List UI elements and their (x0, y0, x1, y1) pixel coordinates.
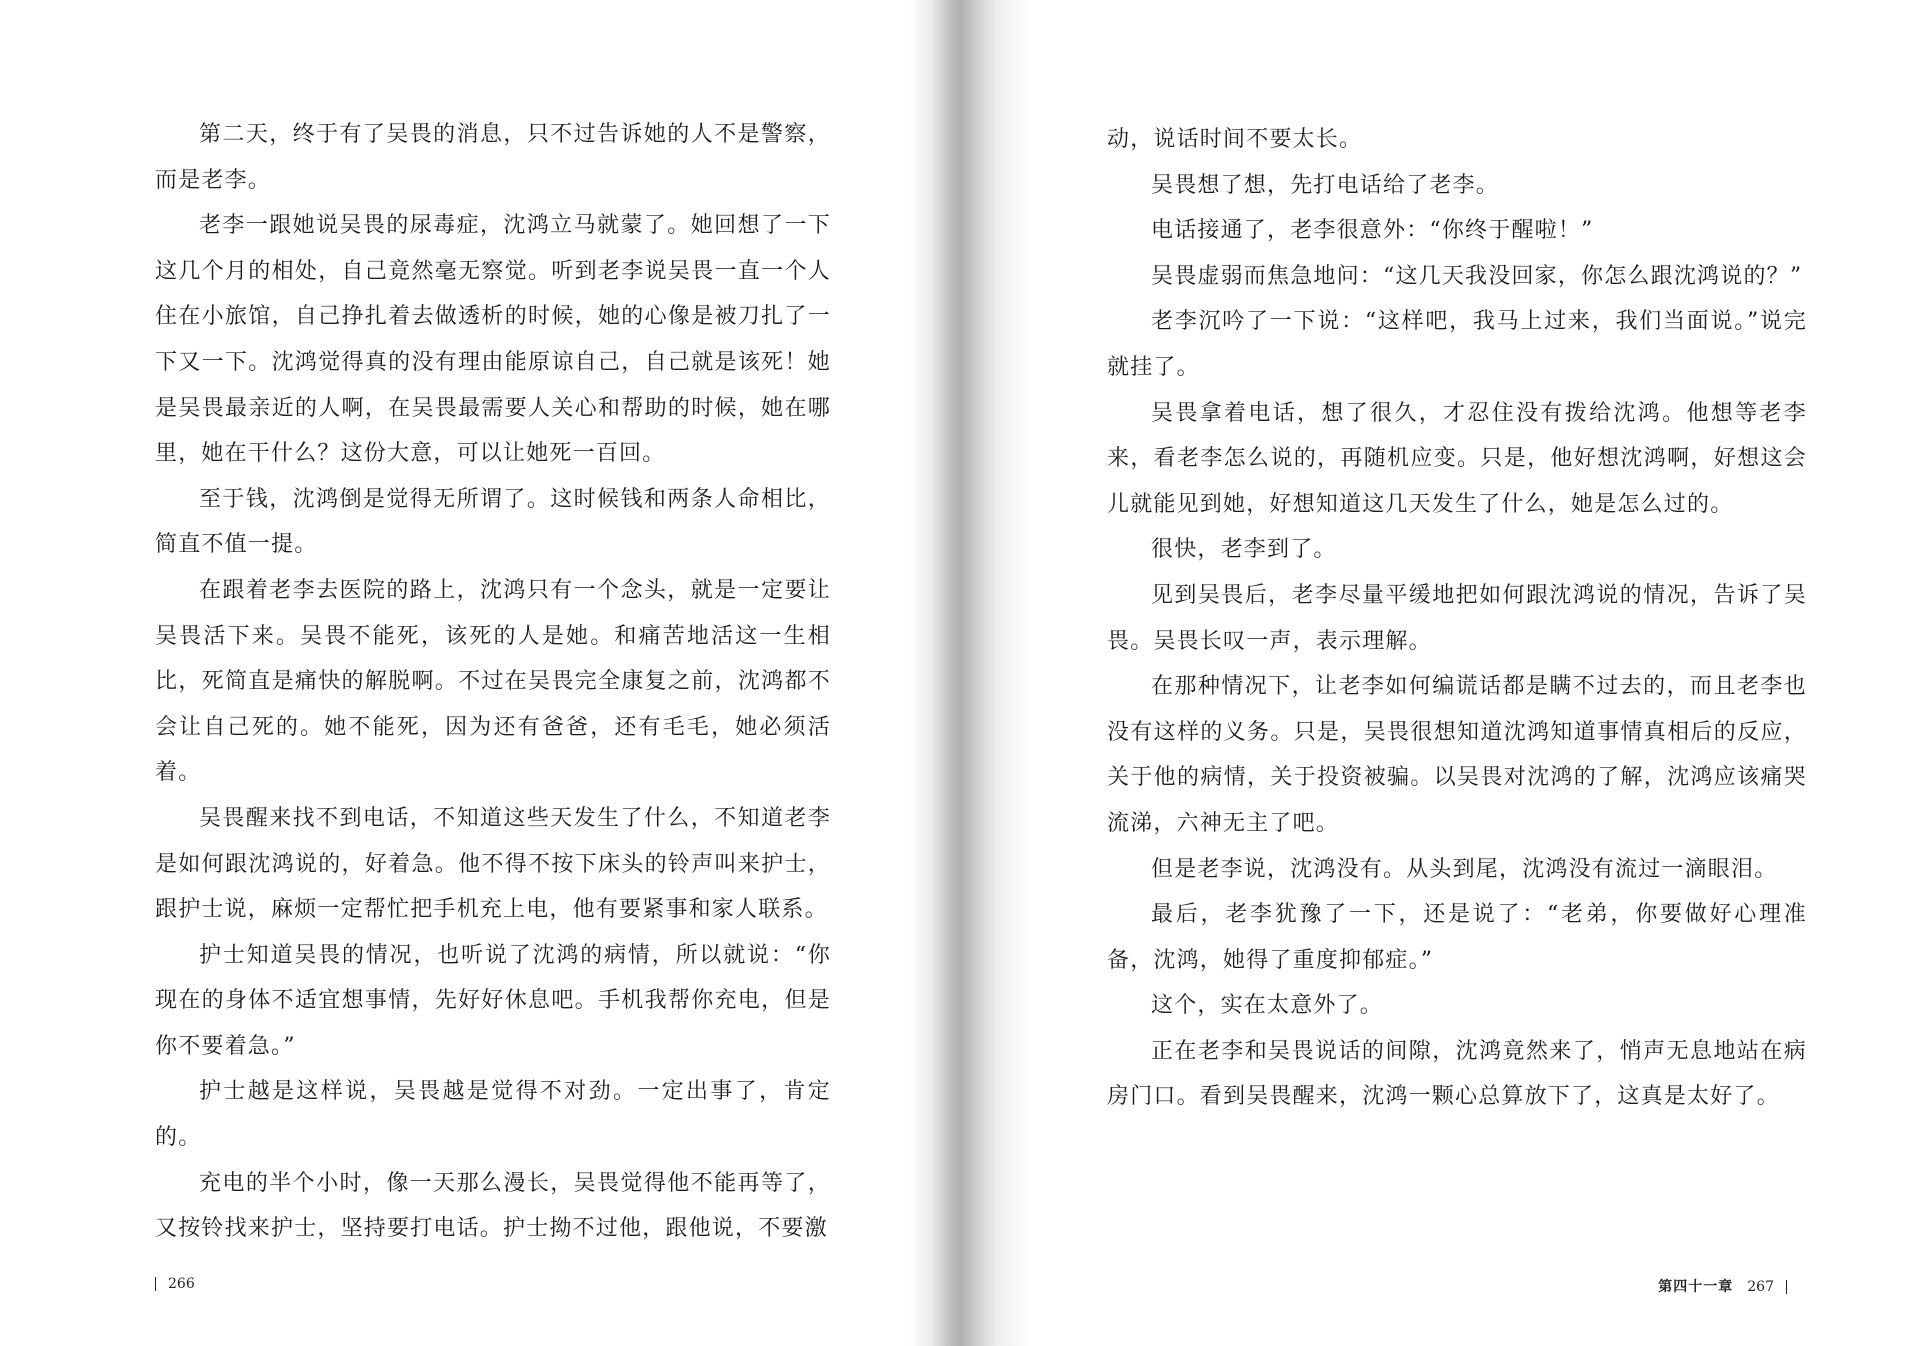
paragraph: 很快，老李到了。 (1151, 537, 1337, 563)
paragraph: 但是老李说，沈鸿没有。从头到尾，沈鸿没有流过一滴眼泪。 (1151, 856, 1778, 882)
paragraph: 护士越是这样说，吴畏越是觉得不对劲。一定出事了，肯定的。 (155, 1079, 831, 1151)
right-page-number: 267 (1747, 1279, 1774, 1295)
left-page (0, 0, 910, 1346)
paragraph: 在跟着老李去医院的路上，沈鸿只有一个念头，就是一定要让吴畏活下来。吴畏不能死，该死的人是她。和痛苦地活这一生相比，死简直是痛快的解脱啊。不过在吴畏完全康复之前，沈鸿都不会让自己死的。她不能死，因为还有爸爸，还有毛毛，她必须活着。 (155, 577, 831, 786)
paragraph: 第二天，终于有了吴畏的消息，只不过告诉她的人不是警察，而是老李。 (155, 122, 831, 193)
paragraph-continuation: 动，说话时间不要太长。 (1107, 127, 1363, 152)
paragraph: 吴畏醒来找不到电话，不知道这些天发生了什么，不知道老李是如何跟沈鸿说的，好着急。他不得不按下床头的铃声叫来护士，跟护士说，麻烦一定帮忙把手机充上电，他有要紧事和家人联系。 (155, 805, 831, 923)
folio-rule (155, 1277, 156, 1291)
left-page-body (155, 112, 831, 1252)
folio-rule (1786, 1280, 1787, 1294)
paragraph: 吴畏虚弱而焦急地问：“这几天我没回家，你怎么跟沈鸿说的？” (1151, 263, 1803, 289)
paragraph: 老李一跟她说吴畏的尿毒症，沈鸿立马就蒙了。她回想了一下这几个月的相处，自己竟然毫无察觉。听到老李说吴畏一直一个人住在小旅馆，自己挣扎着去做透析的时候，她的心像是被刀扎了一下又一下。沈鸿觉得真的没有理由能原谅自己，自己就是该死！她是吴畏最亲近的人啊，在吴畏最需要人关心和帮助的时候，她在哪里，她在干什么？这份大意，可以让她死一百回。 (155, 213, 831, 467)
paragraph: 老李沉吟了一下说：“这样吧，我马上过来，我们当面说。”说完就挂了。 (1107, 309, 1807, 380)
paragraph: 最后，老李犹豫了一下，还是说了：“老弟，你要做好心理准备，沈鸿，她得了重度抑郁症。” (1107, 902, 1807, 973)
paragraph: 电话接通了，老李很意外：“你终于醒啦！” (1151, 218, 1594, 244)
running-chapter-title: 第四十一章 (1658, 1279, 1734, 1295)
left-folio (155, 1276, 195, 1292)
paragraph: 至于钱，沈鸿倒是觉得无所谓了。这时候钱和两条人命相比，简直不值一提。 (155, 486, 831, 558)
paragraph: 这个，实在太意外了。 (1151, 993, 1384, 1019)
paragraph: 吴畏想了想，先打电话给了老李。 (1151, 172, 1500, 198)
book-spine-gutter (910, 0, 1030, 1346)
paragraph: 见到吴畏后，老李尽量平缓地把如何跟沈鸿说的情况，告诉了吴畏。吴畏长叹一声，表示理解。 (1107, 582, 1807, 654)
paragraph: 吴畏拿着电话，想了很久，才忍住没有拨给沈鸿。他想等老李来，看老李怎么说的，再随机应变。只是，他好想沈鸿啊，好想这会儿就能见到她，好想知道这几天发生了什么，她是怎么过的。 (1107, 400, 1807, 517)
right-page (1030, 0, 1920, 1346)
paragraph: 正在老李和吴畏说话的间隙，沈鸿竟然来了，悄声无息地站在病房门口。看到吴畏醒来，沈鸿一颗心总算放下了，这真是太好了。 (1107, 1038, 1807, 1110)
paragraph: 充电的半个小时，像一天那么漫长，吴畏觉得他不能再等了，又按铃找来护士，坚持要打电话。护士拗不过他，跟他说，不要激 (155, 1170, 831, 1242)
paragraph: 在那种情况下，让老李如何编谎话都是瞒不过去的，而且老李也没有这样的义务。只是，吴畏很想知道沈鸿知道事情真相后的反应，关于他的病情，关于投资被骗。以吴畏对沈鸿的了解，沈鸿应该痛哭流涕，六神无主了吧。 (1107, 674, 1807, 836)
left-page-number: 266 (168, 1276, 195, 1292)
paragraph: 护士知道吴畏的情况，也听说了沈鸿的病情，所以就说：“你现在的身体不适宜想事情，先好好休息吧。手机我帮你充电，但是你不要着急。” (155, 942, 831, 1059)
right-page-body (1107, 117, 1807, 1120)
right-folio (1658, 1276, 1787, 1296)
